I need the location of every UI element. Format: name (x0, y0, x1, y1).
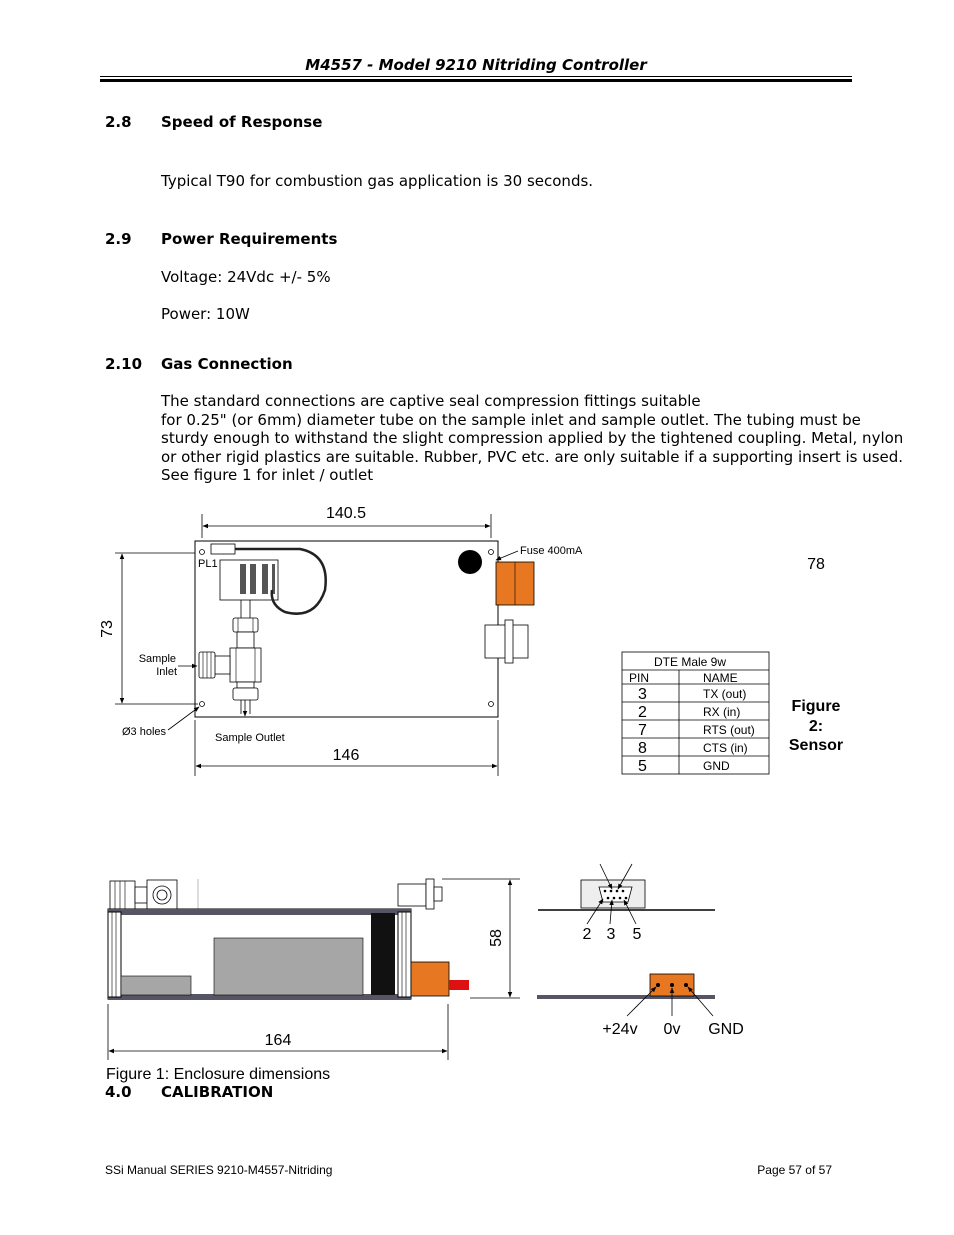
black-component (458, 550, 482, 574)
black-block (371, 913, 395, 995)
section-title: Power Requirements (161, 230, 338, 248)
pin-name: RX (in) (703, 705, 741, 719)
side-power-connector (411, 962, 449, 996)
pl1-label: PL1 (198, 558, 218, 570)
dim-height-label: 73 (99, 620, 116, 638)
section-number: 2.10 (105, 355, 143, 373)
voltage-text: Voltage: 24Vdc +/- 5% (161, 268, 331, 286)
pin-number: 5 (638, 758, 647, 775)
sensor-housing (220, 560, 278, 600)
power-text: Power: 10W (161, 305, 250, 323)
sample-outlet-fitting (233, 688, 258, 700)
pin-number: 8 (638, 740, 647, 757)
section-number: 2.9 (105, 230, 132, 248)
sample-inlet-label-2: Inlet (156, 666, 177, 678)
side-view-drawing (106, 879, 520, 1083)
power-pin-label: 0v (663, 1021, 681, 1038)
section-number: 2.8 (105, 113, 132, 131)
dsub-pin-label: 3 (606, 926, 616, 943)
paragraph-line: for 0.25" (or 6mm) diameter tube on the sample inlet and sample outlet. The tubing must be (161, 410, 861, 429)
power-pin-label: GND (708, 1021, 744, 1038)
tee-fitting (230, 648, 261, 682)
dim-side-height-label: 58 (488, 929, 505, 947)
figure2-label (789, 698, 843, 754)
dsub-pin-label: 5 (632, 926, 642, 943)
side-dsub-connector (398, 884, 426, 906)
grey-module-large (214, 938, 363, 995)
section-title: CALIBRATION (161, 1083, 274, 1101)
pin-name: CTS (in) (703, 741, 748, 755)
sample-inlet-label-1: Sample (138, 653, 176, 665)
footer-manual-title: SSi Manual SERIES 9210-M4557-Nitriding (105, 1163, 333, 1177)
pin-name: GND (703, 759, 730, 773)
paragraph-line: See figure 1 for inlet / outlet (161, 466, 374, 485)
section-number: 4.0 (105, 1083, 132, 1101)
dim-width-top-label: 140.5 (325, 505, 367, 522)
footer-page-number: Page 57 of 57 (757, 1163, 832, 1177)
dsub-pin-detail (538, 864, 715, 943)
pin-number: 2 (638, 704, 647, 721)
figure2-line: 2: (808, 718, 824, 735)
figure2-line: Figure (791, 698, 841, 715)
pin-number: 7 (638, 722, 647, 739)
grey-module-small (121, 976, 191, 995)
paragraph-line: The standard connections are captive seal compression fittings suitable (161, 392, 701, 410)
side-inlet-fitting (110, 881, 135, 909)
paragraph-line: sturdy enough to withstand the slight compression applied by the tightened coupling. Metal, nylon (161, 429, 904, 448)
pin-table-header-name: NAME (703, 671, 738, 685)
paragraph-line: or other rigid plastics are suitable. Rubber, PVC etc. are only suitable if a supporting insert is used. (161, 447, 904, 466)
section-title: Speed of Response (161, 113, 323, 131)
dim-side-width-label: 164 (264, 1032, 292, 1049)
red-terminal (449, 980, 469, 990)
pin-number: 3 (638, 686, 647, 703)
power-pin-label: +24v (602, 1021, 638, 1038)
figure2-line: Sensor (788, 737, 844, 754)
section-title: Gas Connection (161, 355, 293, 373)
top-view-drawing (99, 505, 583, 776)
pin-table-title: DTE Male 9w (653, 655, 727, 669)
dte-pin-table (622, 652, 769, 775)
pin-name: RTS (out) (703, 723, 755, 737)
figure1-caption: Figure 1: Enclosure dimensions (106, 1066, 331, 1083)
compression-fitting (233, 618, 258, 632)
sample-outlet-label: Sample Outlet (215, 732, 285, 744)
power-terminal-detail (537, 974, 744, 1038)
dim-78-label: 78 (807, 556, 825, 573)
holes-label: Ø3 holes (122, 726, 167, 738)
dsub-pin-label: 2 (582, 926, 592, 943)
pin-name: TX (out) (703, 687, 747, 701)
pin-table-header-pin: PIN (629, 671, 650, 685)
page-header-title: M4557 - Model 9210 Nitriding Controller (305, 56, 647, 74)
pl1-connector (211, 544, 235, 554)
fuse-label: Fuse 400mA (520, 545, 583, 557)
dim-width-bottom-label: 146 (332, 747, 360, 764)
speed-of-response-text: Typical T90 for combustion gas application is 30 seconds. (161, 172, 594, 190)
